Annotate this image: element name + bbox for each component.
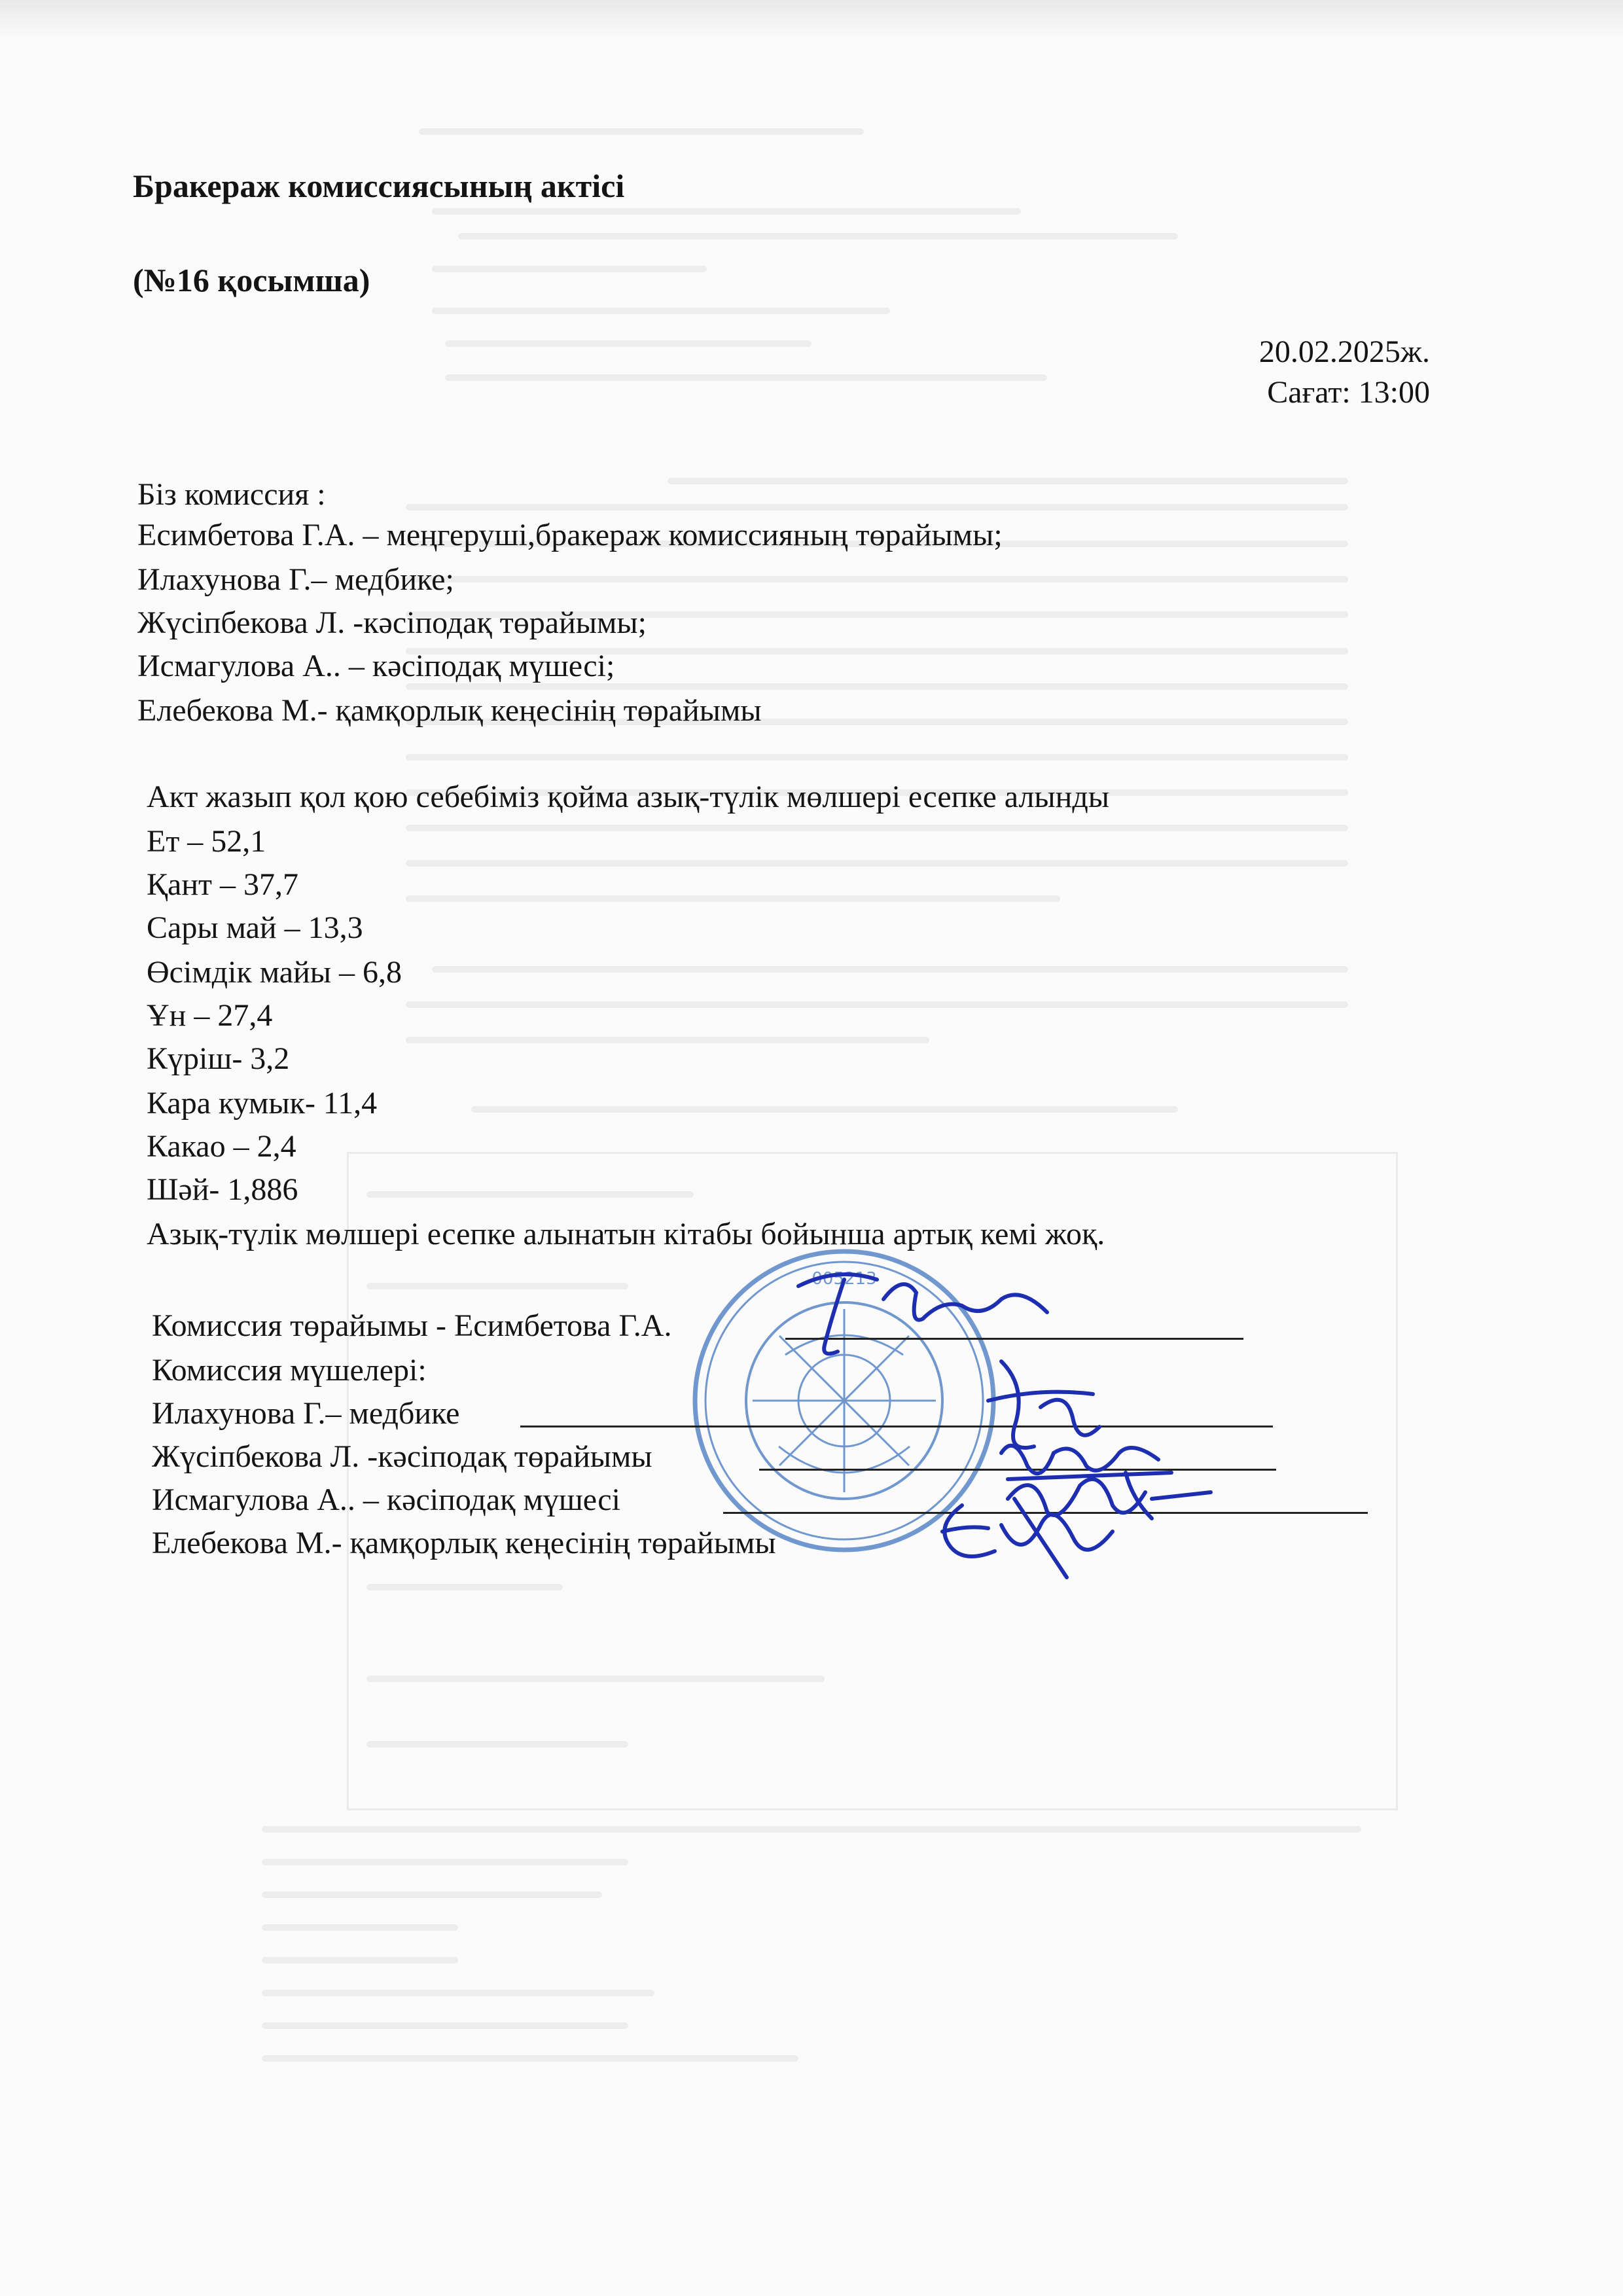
inventory-conclusion: Азық-түлік мөлшері есепке алынатын кітабы бойынша артық кемі жоқ. bbox=[147, 1217, 1105, 1251]
inventory-item: Кара кумык- 11,4 bbox=[147, 1086, 378, 1121]
page-edge-shadow bbox=[0, 0, 1623, 39]
inventory-item: Өсімдік майы – 6,8 bbox=[147, 955, 402, 990]
document-title: Бракераж комиссиясының актісі bbox=[133, 168, 625, 204]
signature-chair-label: Комиссия төрайымы - Есимбетова Г.А. bbox=[152, 1308, 672, 1343]
appendix-label: (№16 қосымша) bbox=[133, 262, 370, 298]
document-date: 20.02.2025ж. bbox=[1258, 334, 1430, 369]
signature-member-label: Илахунова Г.– медбике bbox=[152, 1396, 460, 1431]
commission-intro: Біз комиссия : bbox=[137, 477, 326, 512]
commission-member: Есимбетова Г.А. – меңгеруші,бракераж комиссияның төрайымы; bbox=[137, 518, 1003, 552]
inventory-item: Сары май – 13,3 bbox=[147, 910, 363, 945]
signature-members-heading: Комиссия мүшелері: bbox=[152, 1353, 427, 1388]
inventory-item: Какао – 2,4 bbox=[147, 1129, 296, 1164]
inventory-item: Шәй- 1,886 bbox=[147, 1172, 298, 1207]
signature-member-label: Елебекова М.- қамқорлық кеңесінің төрайымы bbox=[152, 1526, 776, 1560]
inventory-item: Күріш- 3,2 bbox=[147, 1041, 290, 1076]
inventory-item: Ет – 52,1 bbox=[147, 824, 266, 859]
stamp-number: 005213 bbox=[812, 1269, 877, 1289]
signature-member-4 bbox=[923, 1486, 1139, 1584]
document-time: Сағат: 13:00 bbox=[1267, 375, 1430, 410]
commission-member: Илахунова Г.– медбике; bbox=[137, 562, 454, 597]
signature-member-label: Исмагулова А.. – кәсіподақ мүшесі bbox=[152, 1482, 620, 1517]
commission-member: Исмагулова А.. – кәсіподақ мүшесі; bbox=[137, 649, 615, 683]
commission-member: Елебекова М.- қамқорлық кеңесінің төрайымы bbox=[137, 693, 762, 728]
inventory-intro: Акт жазып қол қою себебіміз қойма азық-түлік мөлшері есепке алынды bbox=[147, 780, 1110, 814]
inventory-item: Қант – 37,7 bbox=[147, 867, 298, 902]
inventory-item: Ұн – 27,4 bbox=[147, 998, 273, 1033]
signature-member-label: Жүсіпбекова Л. -кәсіподақ төрайымы bbox=[152, 1439, 652, 1474]
commission-member: Жүсіпбекова Л. -кәсіподақ төрайымы; bbox=[137, 605, 647, 640]
